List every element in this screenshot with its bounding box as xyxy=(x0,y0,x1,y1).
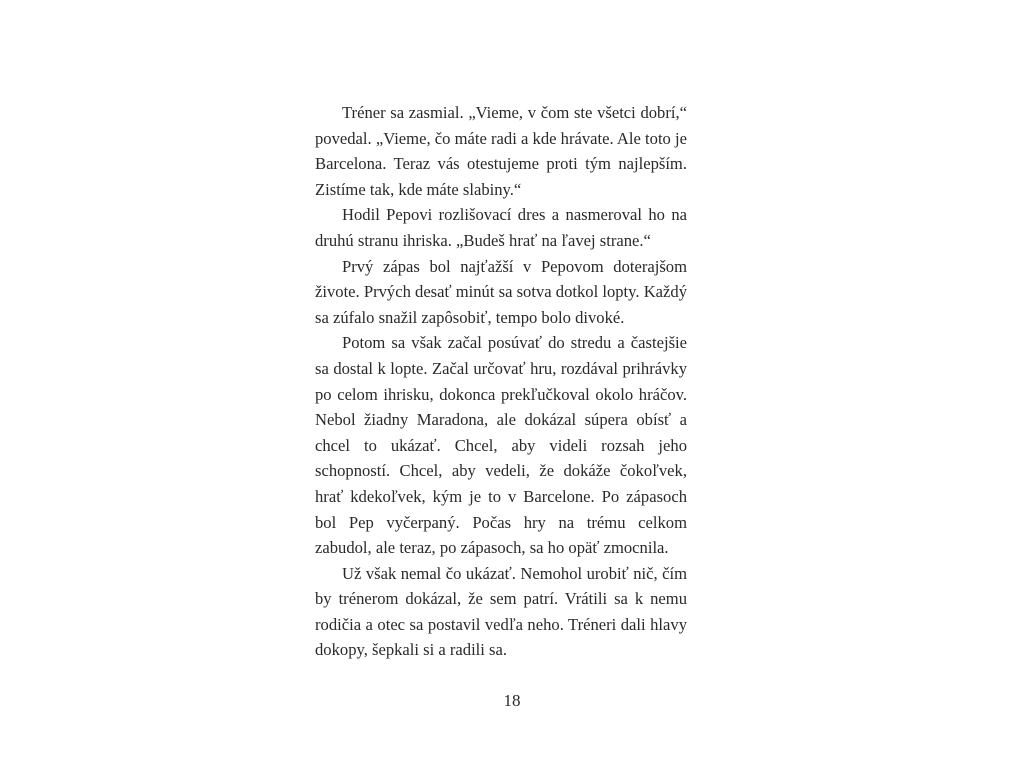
paragraph-4: Potom sa však začal posúvať do stredu a častejšie sa dostal k lopte. Začal určovať hru, rozdával prihrávky po celom ihrisku, dokonca prekľučkoval okolo hráčov. Nebol žiadny Maradona, ale dokázal súpera obísť a chcel to ukázať. Chcel, aby videli rozsah jeho schopností. Chcel, aby vedeli, že dokáže čokoľvek, hrať kdekoľvek, kým je to v Barcelone. Po zápasoch bol Pep vyčerpaný. Počas hry na trému celkom zabudol, ale teraz, po zápasoch, sa ho opäť zmocnila. xyxy=(315,333,687,558)
page-number: 18 xyxy=(503,691,521,710)
body-text xyxy=(315,100,687,663)
paragraph-2: Hodil Pepovi rozlišovací dres a nasmeroval ho na druhú stranu ihriska. „Budeš hrať na ľavej strane.“ xyxy=(315,205,687,250)
paragraph-5: Už však nemal čo ukázať. Nemohol urobiť nič, čím by trénerom dokázal, že sem patrí. Vrátili sa k nemu rodičia a otec sa postavil vedľa neho. Tréneri dali hlavy dokopy, šepkali si a radili sa. xyxy=(315,563,687,660)
paragraph-3: Prvý zápas bol najťažší v Pepovom doterajšom živote. Prvých desať minút sa sotva dotkol lopty. Každý sa zúfalo snažil zapôsobiť, tempo bolo divoké. xyxy=(315,256,687,327)
paragraph-1: Tréner sa zasmial. „Vieme, v čom ste všetci dobrí,“ povedal. „Vieme, čo máte radi a kde hrávate. Ale toto je Barcelona. Teraz vás otestujeme proti tým najlepším. Zistíme tak, kde máte slabiny.“ xyxy=(315,103,687,199)
